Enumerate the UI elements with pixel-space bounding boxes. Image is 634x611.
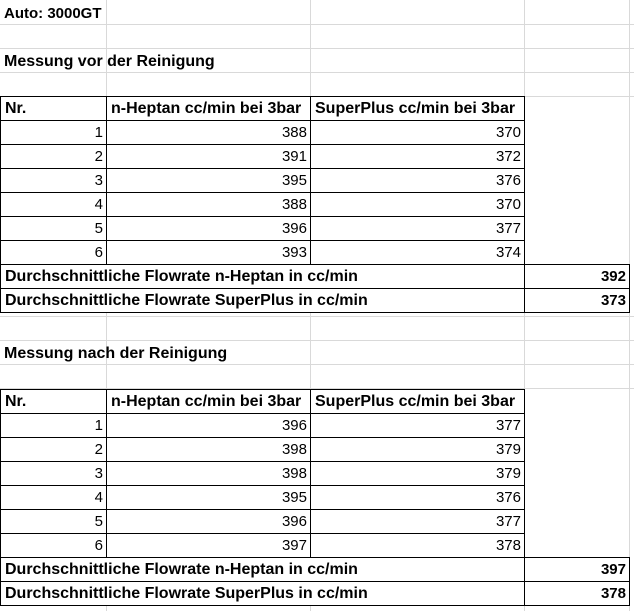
table-cell-heptan[interactable]: 398 <box>106 461 311 486</box>
gridline <box>0 48 634 49</box>
summary-row <box>0 557 630 582</box>
column-header[interactable]: Nr. <box>0 96 107 121</box>
gridline <box>0 340 634 341</box>
table-cell-nr[interactable]: 2 <box>0 437 107 462</box>
summary-value[interactable]: 378 <box>600 585 626 602</box>
cell-divider <box>524 289 525 312</box>
table-cell-heptan[interactable]: 388 <box>106 192 311 217</box>
table-cell-nr[interactable]: 4 <box>0 485 107 510</box>
table-cell-heptan[interactable]: 395 <box>106 168 311 193</box>
summary-label[interactable]: Durchschnittliche Flowrate n-Heptan in cc/min <box>5 268 358 285</box>
table-cell-superplus[interactable]: 377 <box>310 509 525 534</box>
table-cell-superplus[interactable]: 378 <box>310 533 525 558</box>
table-cell-heptan[interactable]: 395 <box>106 485 311 510</box>
table-cell-superplus[interactable]: 372 <box>310 144 525 169</box>
summary-row <box>0 581 630 606</box>
cell-divider <box>524 582 525 605</box>
table-cell-heptan[interactable]: 396 <box>106 413 311 438</box>
summary-row <box>0 264 630 289</box>
summary-value[interactable]: 392 <box>600 268 626 285</box>
summary-label[interactable]: Durchschnittliche Flowrate SuperPlus in cc/min <box>5 585 368 602</box>
table-cell-nr[interactable]: 5 <box>0 216 107 241</box>
table-cell-nr[interactable]: 6 <box>0 240 107 265</box>
gridline <box>0 316 634 317</box>
table-cell-heptan[interactable]: 393 <box>106 240 311 265</box>
cell-divider <box>524 265 525 288</box>
table-cell-heptan[interactable]: 398 <box>106 437 311 462</box>
table-cell-superplus[interactable]: 376 <box>310 485 525 510</box>
table-cell-heptan[interactable]: 397 <box>106 533 311 558</box>
table-cell-heptan[interactable]: 388 <box>106 120 311 145</box>
table-cell-superplus[interactable]: 370 <box>310 192 525 217</box>
column-header[interactable]: n-Heptan cc/min bei 3bar <box>106 389 311 414</box>
summary-row <box>0 288 630 313</box>
column-header[interactable]: SuperPlus cc/min bei 3bar <box>310 96 525 121</box>
sheet-title[interactable]: Auto: 3000GT <box>4 5 102 22</box>
summary-label[interactable]: Durchschnittliche Flowrate SuperPlus in cc/min <box>5 292 368 309</box>
table-cell-nr[interactable]: 3 <box>0 461 107 486</box>
table-cell-superplus[interactable]: 377 <box>310 216 525 241</box>
table-cell-nr[interactable]: 2 <box>0 144 107 169</box>
table-cell-heptan[interactable]: 391 <box>106 144 311 169</box>
table-cell-superplus[interactable]: 379 <box>310 461 525 486</box>
summary-value[interactable]: 397 <box>600 561 626 578</box>
table-cell-superplus[interactable]: 370 <box>310 120 525 145</box>
table-cell-nr[interactable]: 4 <box>0 192 107 217</box>
table-cell-nr[interactable]: 1 <box>0 413 107 438</box>
table-cell-nr[interactable]: 3 <box>0 168 107 193</box>
table-cell-heptan[interactable]: 396 <box>106 509 311 534</box>
cell-divider <box>524 558 525 581</box>
table-cell-nr[interactable]: 5 <box>0 509 107 534</box>
column-header[interactable]: Nr. <box>0 389 107 414</box>
table-cell-nr[interactable]: 1 <box>0 120 107 145</box>
table-cell-superplus[interactable]: 374 <box>310 240 525 265</box>
table-cell-superplus[interactable]: 376 <box>310 168 525 193</box>
column-header[interactable]: n-Heptan cc/min bei 3bar <box>106 96 311 121</box>
section-heading-before[interactable]: Messung vor der Reinigung <box>4 53 215 70</box>
summary-value[interactable]: 373 <box>600 292 626 309</box>
table-cell-superplus[interactable]: 377 <box>310 413 525 438</box>
table-cell-superplus[interactable]: 379 <box>310 437 525 462</box>
table-cell-nr[interactable]: 6 <box>0 533 107 558</box>
table-cell-heptan[interactable]: 396 <box>106 216 311 241</box>
column-header[interactable]: SuperPlus cc/min bei 3bar <box>310 389 525 414</box>
summary-label[interactable]: Durchschnittliche Flowrate n-Heptan in cc/min <box>5 561 358 578</box>
section-heading-after[interactable]: Messung nach der Reinigung <box>4 345 228 362</box>
